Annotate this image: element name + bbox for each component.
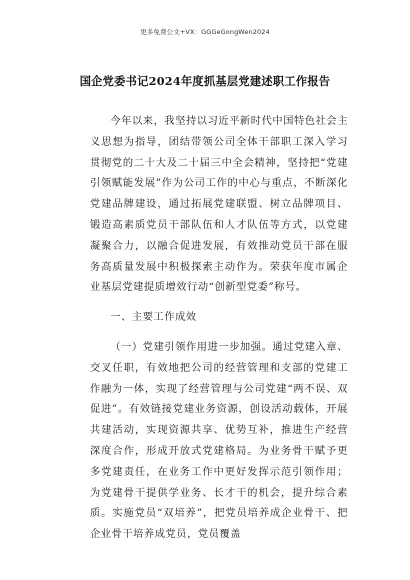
section-heading: 一、主要工作成效 — [110, 312, 197, 324]
document-body — [90, 112, 348, 555]
paragraph-intro: 今年以来，我坚持以习近平新时代中国特色社会主义思想为指导，团结带领公司全体干部职工深入学习贯彻党的二十大及二十届三中全会精神，坚持把“党建引领赋能发展”作为公司工作的中心与重点，不断深化党建品牌建设，通过拓展党建联盟、树立品牌项目、锻造高素质党员干部队伍和人才队伍等方式，以党建凝聚合力，以融合促进发展，有效推动党员干部在服务高质量发展中积极探索主动作为。荣获年度市属企业基层党建提质增效行动“创新型党委”称号。 — [90, 116, 348, 294]
header-note: 更多免费公文+VX：GGGeGongWen2024 — [140, 28, 270, 36]
paragraph-section-1: （一）党建引领作用进一步加强。通过党建入章、交叉任职，有效地把公司的经营管理和支部的党建工作融为一体，实现了经营管理与公司党建“两不误、双促进”。有效链接党建业务资源，创设活动载体，开展共建活动，实现资源共享、优势互补，推进生产经营深度合作，形成开放式党建格局。为业务骨干赋予更多党建责任，在业务工作中更好发挥示范引领作用；为党建骨干提供学业务、长才干的机会，提升综合素质。实施党员“双培养”，把党员培养成企业骨干、把企业骨干培养成党员，党员覆盖 — [90, 341, 348, 541]
document-title: 国企党委书记2024年度抓基层党建述职工作报告 — [79, 74, 331, 88]
